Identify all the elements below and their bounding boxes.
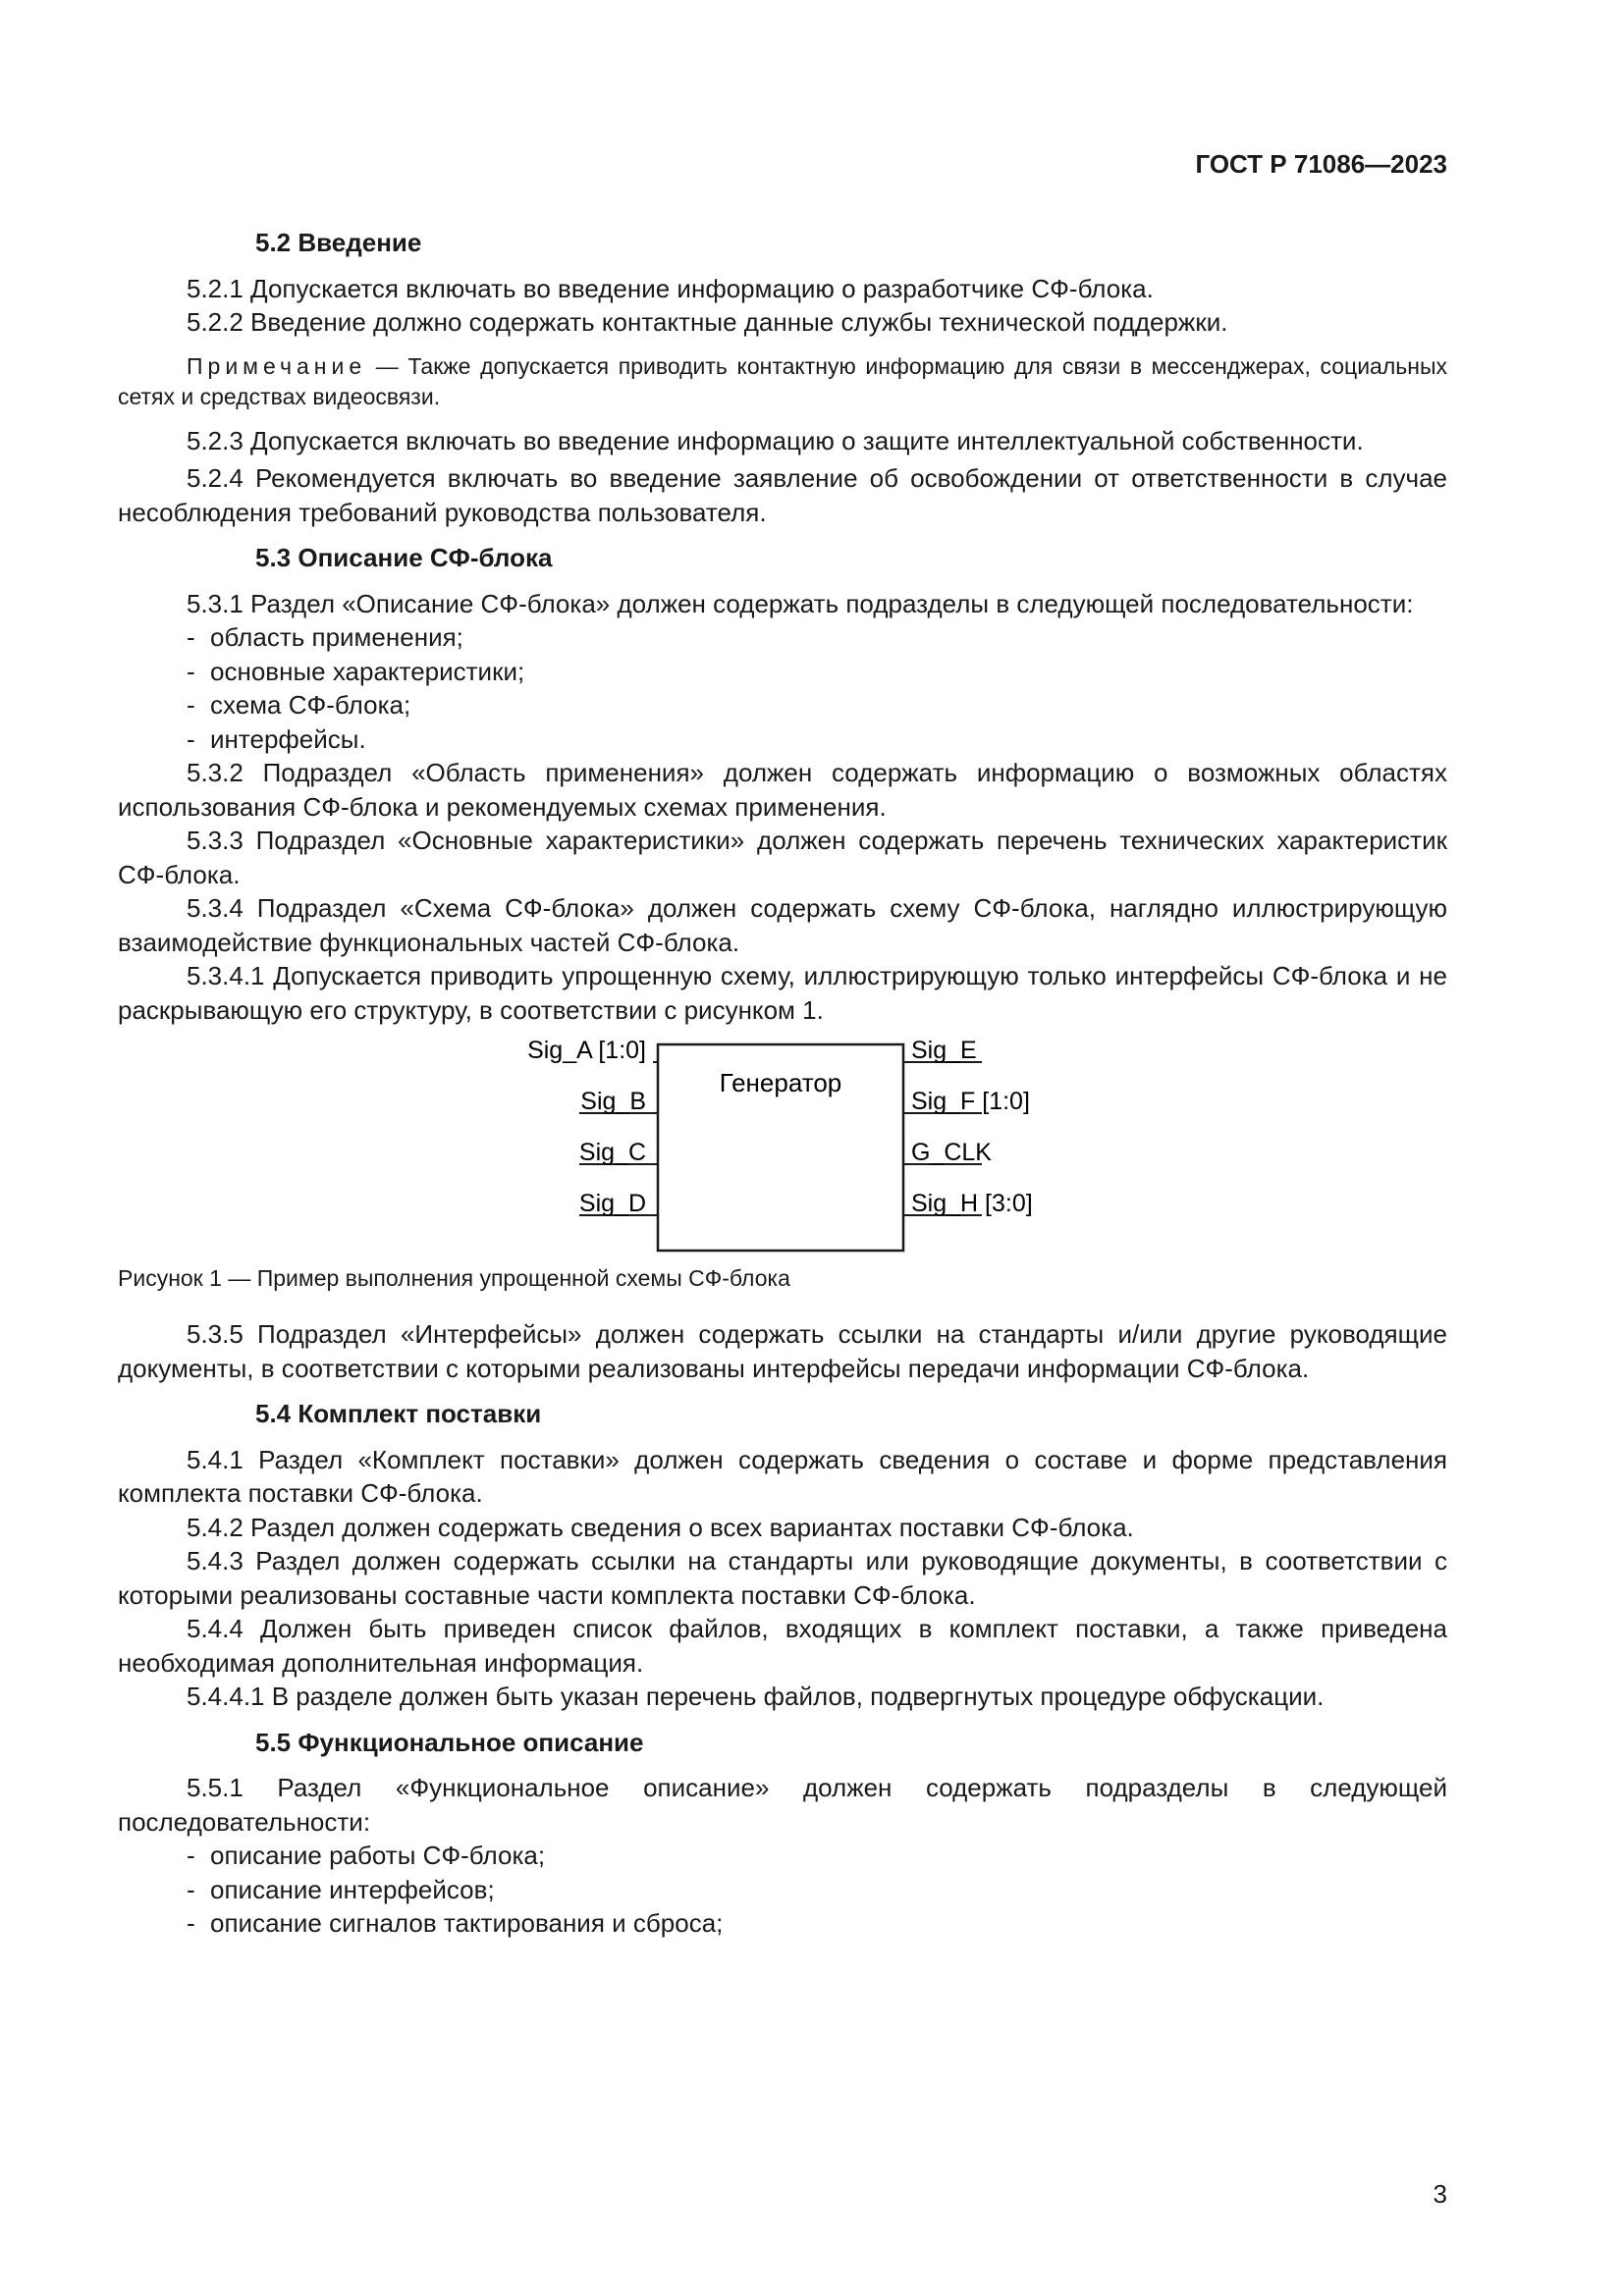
paragraph-5-3-2: 5.3.2 Подраздел «Область применения» должен содержать информацию о возможных областях использования СФ-блока и рекомендуемых схемах применения.: [118, 758, 1447, 822]
note-label: Примечание: [187, 352, 367, 379]
paragraph-5-3-4: 5.3.4 Подраздел «Схема СФ-блока» должен содержать схему СФ-блока, наглядно иллюстрирующую взаимодействие функциональных частей СФ-блока.: [118, 893, 1447, 957]
list-item: - описание интерфейсов;: [187, 1873, 1447, 1907]
list-item: - основные характеристики;: [187, 655, 1447, 689]
paragraph-5-4-3: 5.4.3 Раздел должен содержать ссылки на стандарты или руководящие документы, в соответствии с которыми реализованы составные части комплекта поставки СФ-блока.: [118, 1546, 1447, 1610]
signal-label-right: G_CLK: [911, 1139, 992, 1166]
signal-label-right: Sig_H [3:0]: [911, 1190, 1033, 1217]
paragraph-5-4-4-1: 5.4.4.1 В разделе должен быть указан перечень файлов, подвергнутых процедуре обфускации.: [187, 1682, 1325, 1711]
paragraph-5-2-3: 5.2.3 Допускается включать во введение информацию о защите интеллектуальной собственности.: [187, 425, 1364, 455]
paragraph-5-4-4: 5.4.4 Должен быть приведен список файлов, входящих в комплект поставки, а также приведена необходимая дополнительная информация.: [118, 1614, 1447, 1678]
page-number: 3: [1433, 2179, 1447, 2209]
section-heading-5-4: 5.4 Комплект поставки: [255, 1399, 542, 1428]
paragraph-5-4-2: 5.4.2 Раздел должен содержать сведения о всех вариантах поставки СФ-блока.: [187, 1512, 1134, 1542]
paragraph-5-5-1: 5.5.1 Раздел «Функциональное описание» должен содержать подразделы в следующей последовательности:: [118, 1773, 1447, 1837]
section-heading-5-2: 5.2 Введение: [255, 228, 422, 257]
paragraph-5-3-3: 5.3.3 Подраздел «Основные характеристики» должен содержать перечень технических характеристик СФ-блока.: [118, 826, 1447, 889]
block-diagram: [118, 1033, 1447, 1263]
page-content: [118, 226, 1447, 1941]
list-item: - описание работы СФ-блока;: [187, 1839, 1447, 1873]
paragraph-5-3-4-1: 5.3.4.1 Допускается приводить упрощенную схему, иллюстрирующую только интерфейсы СФ-блока и не раскрывающую его структуру, в соответствии с рисунком 1.: [118, 961, 1447, 1025]
paragraph-5-2-2: 5.2.2 Введение должно содержать контактные данные службы технической поддержки.: [187, 307, 1228, 337]
list-item: - интерфейсы.: [187, 722, 1447, 757]
note-text: — Также допускается приводить контактную информацию для связи в мессенджерах, социальных сетях и средствах видеосвязи.: [118, 352, 1447, 409]
paragraph-5-3-1: 5.3.1 Раздел «Описание СФ-блока» должен содержать подразделы в следующей последовательности:: [187, 588, 1414, 618]
paragraph-5-2-4: 5.2.4 Рекомендуется включать во введение заявление об освобождении от ответственности в случае несоблюдения требований руководства пользователя.: [118, 463, 1447, 527]
section-heading-5-5: 5.5 Функциональное описание: [255, 1727, 644, 1757]
block-label: Генератор: [719, 1068, 842, 1097]
signal-label-left: Sig_B: [580, 1088, 646, 1115]
signal-label-left: Sig_D: [578, 1190, 646, 1217]
list-item: - область применения;: [187, 620, 1447, 655]
paragraph-5-4-1: 5.4.1 Раздел «Комплект поставки» должен содержать сведения о составе и форме представления комплекта поставки СФ-блока.: [118, 1444, 1447, 1508]
list-item: - схема СФ-блока;: [187, 688, 1447, 722]
list-5-5-1: [118, 1839, 1447, 1941]
document-id: ГОСТ Р 71086—2023: [1195, 149, 1447, 179]
list-item: - описание сигналов тактирования и сброса;: [187, 1906, 1447, 1941]
signal-label-right: Sig_E: [911, 1037, 977, 1064]
note: [118, 351, 1447, 412]
list-5-3-1: [118, 620, 1447, 756]
figure-1: [118, 1033, 1447, 1263]
signal-label-left: Sig_C: [578, 1139, 646, 1166]
signal-label-right: Sig_F [1:0]: [911, 1088, 1030, 1115]
figure-caption: Рисунок 1 — Пример выполнения упрощенной схемы СФ-блока: [118, 1265, 790, 1291]
paragraph-5-2-1: 5.2.1 Допускается включать во введение информацию о разработчике СФ-блока.: [187, 273, 1154, 303]
section-heading-5-3: 5.3 Описание СФ-блока: [255, 543, 553, 572]
paragraph-5-3-5: 5.3.5 Подраздел «Интерфейсы» должен содержать ссылки на стандарты и/или другие руководящие документы, в соответствии с которыми реализованы интерфейсы передачи информации СФ-блока.: [118, 1319, 1447, 1383]
signal-label-left: Sig_A [1:0]: [527, 1037, 646, 1064]
